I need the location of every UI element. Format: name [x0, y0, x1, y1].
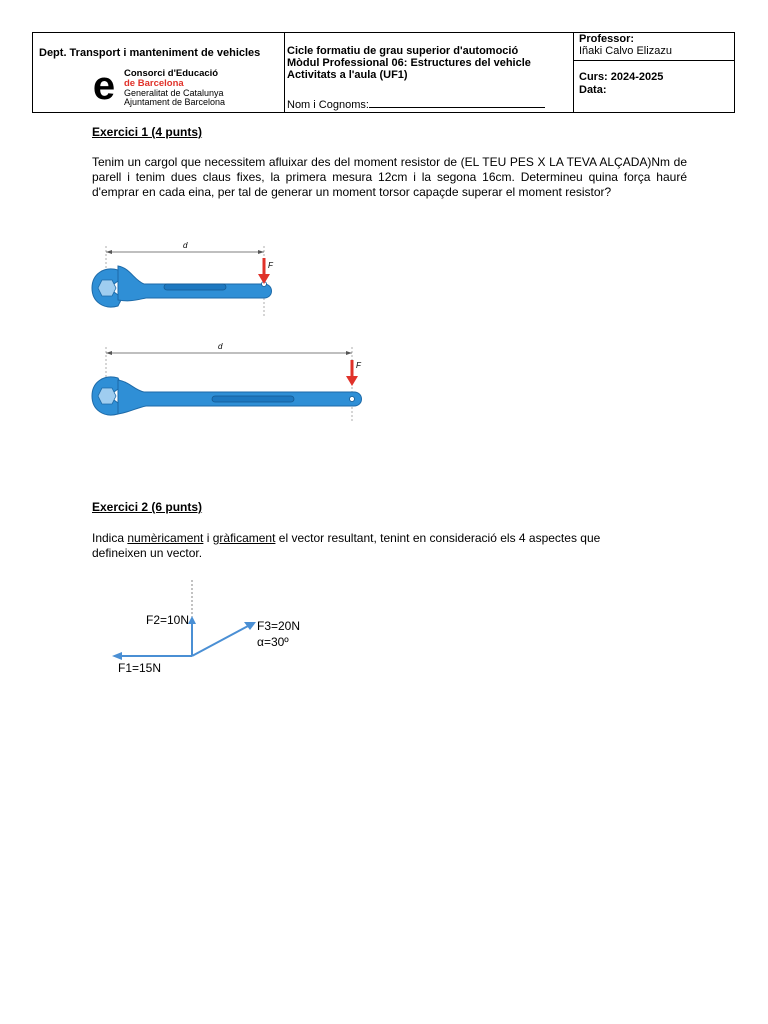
data-label: Data:: [579, 84, 607, 96]
svg-text:F: F: [356, 361, 361, 370]
dept-name: Dept. Transport i manteniment de vehicles: [39, 47, 261, 59]
logo-line3: Generalitat de Catalunya: [124, 88, 224, 98]
wrench-short-figure: [88, 238, 368, 328]
graphically-word: gràficament: [212, 531, 276, 545]
f2-label: F2=10N: [146, 613, 190, 627]
numerically-word: numèricament: [127, 531, 204, 545]
exercise1-text: Tenim un cargol que necessitem afluixar des del moment resistor de (EL TEU PES X LA TEVA ALÇADA)Nm de parell i tenim dues claus fixes, la primera mesura 12cm i la segona 16cm. Determineu quina força hauré d'emprar en cada eina, per tal de generar un moment torsor capaçde superar el moment resistor?: [92, 155, 687, 199]
curs-label: Curs: 2024-2025: [579, 71, 664, 83]
exercise2-text: Indica numèricament i gràficament el vector resultant, tenint en consideració els 4 aspectes que defineixen un vector.: [92, 531, 601, 560]
name-label: Nom i Cognoms:: [287, 99, 369, 111]
f3-label: F3=20N: [257, 619, 301, 633]
professor-label: Professor:: [579, 33, 635, 45]
logo-e-icon: [88, 64, 120, 108]
logo-line1: Consorci d'Educació: [124, 68, 219, 79]
professor-name: Iñaki Calvo Elizazu: [579, 45, 672, 57]
vector-diagram: [100, 572, 400, 692]
f1-label: F1=15N: [118, 661, 162, 675]
svg-text:e: e: [92, 64, 116, 108]
consorci-logo: [88, 64, 248, 108]
exercise2-title: Exercici 2 (6 punts): [92, 500, 203, 514]
logo-line4: Ajuntament de Barcelona: [124, 97, 226, 107]
wrench-long-figure: [88, 340, 378, 430]
logo-line2: de Barcelona: [124, 78, 184, 89]
course-line2: Mòdul Professional 06: Estructures del vehicle: [287, 57, 531, 69]
course-line1: Cicle formatiu de grau superior d'automoció: [287, 45, 519, 57]
alpha-label: α=30º: [257, 635, 289, 649]
course-line3: Activitats a l'aula (UF1): [287, 69, 408, 81]
svg-text:d: d: [183, 241, 188, 250]
svg-text:F: F: [268, 261, 273, 270]
name-blank[interactable]: [369, 96, 545, 108]
name-field[interactable]: [287, 96, 545, 112]
svg-text:d: d: [218, 342, 223, 351]
exercise1-title: Exercici 1 (4 punts): [92, 125, 203, 139]
